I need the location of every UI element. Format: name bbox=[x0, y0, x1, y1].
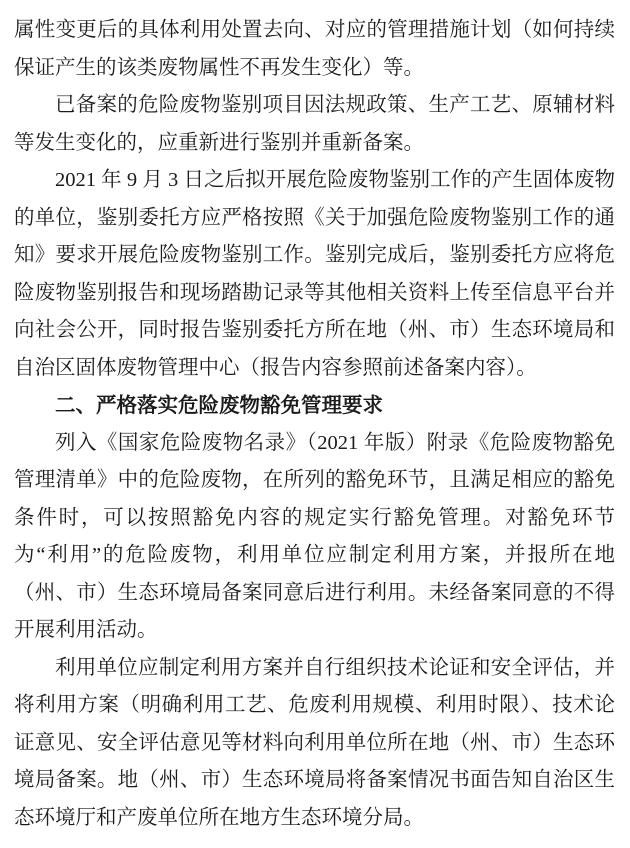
document-body bbox=[14, 12, 615, 837]
paragraph: 已备案的危险废物鉴别项目因法规政策、生产工艺、原辅材料等发生变化的，应重新进行鉴别并重新备案。 bbox=[14, 94, 615, 154]
paragraph: 属性变更后的具体利用处置去向、对应的管理措施计划（如何持续保证产生的该类废物属性不再发生变化）等。 bbox=[14, 19, 615, 79]
section-heading: 二、严格落实危险废物豁免管理要求 bbox=[55, 394, 383, 417]
paragraph: 列入《国家危险废物名录》（2021 年版）附录《危险废物豁免管理清单》中的危险废物，在所列的豁免环节，且满足相应的豁免条件时，可以按照豁免内容的规定实行豁免管理。对豁免环节为“利用”的危险废物，利用单位应制定利用方案，并报所在地（州、市）生态环境局备案同意后进行利用。未经备案同意的不得开展利用活动。 bbox=[14, 431, 615, 641]
paragraph: 利用单位应制定利用方案并自行组织技术论证和安全评估，并将利用方案（明确利用工艺、危废利用规模、利用时限）、技术论证意见、安全评估意见等材料向利用单位所在地（州、市）生态环境局备案。地（州、市）生态环境局将备案情况书面告知自治区生态环境厅和产废单位所在地方生态环境分局。 bbox=[14, 656, 615, 829]
paragraph: 2021 年 9 月 3 日之后拟开展危险废物鉴别工作的产生固体废物的单位，鉴别委托方应严格按照《关于加强危险废物鉴别工作的通知》要求开展危险废物鉴别工作。鉴别完成后，鉴别委托方应将危险废物鉴别报告和现场踏勘记录等其他相关资料上传至信息平台并向社会公开，同时报告鉴别委托方所在地（州、市）生态环境局和自治区固体废物管理中心（报告内容参照前述备案内容）。 bbox=[14, 169, 615, 379]
